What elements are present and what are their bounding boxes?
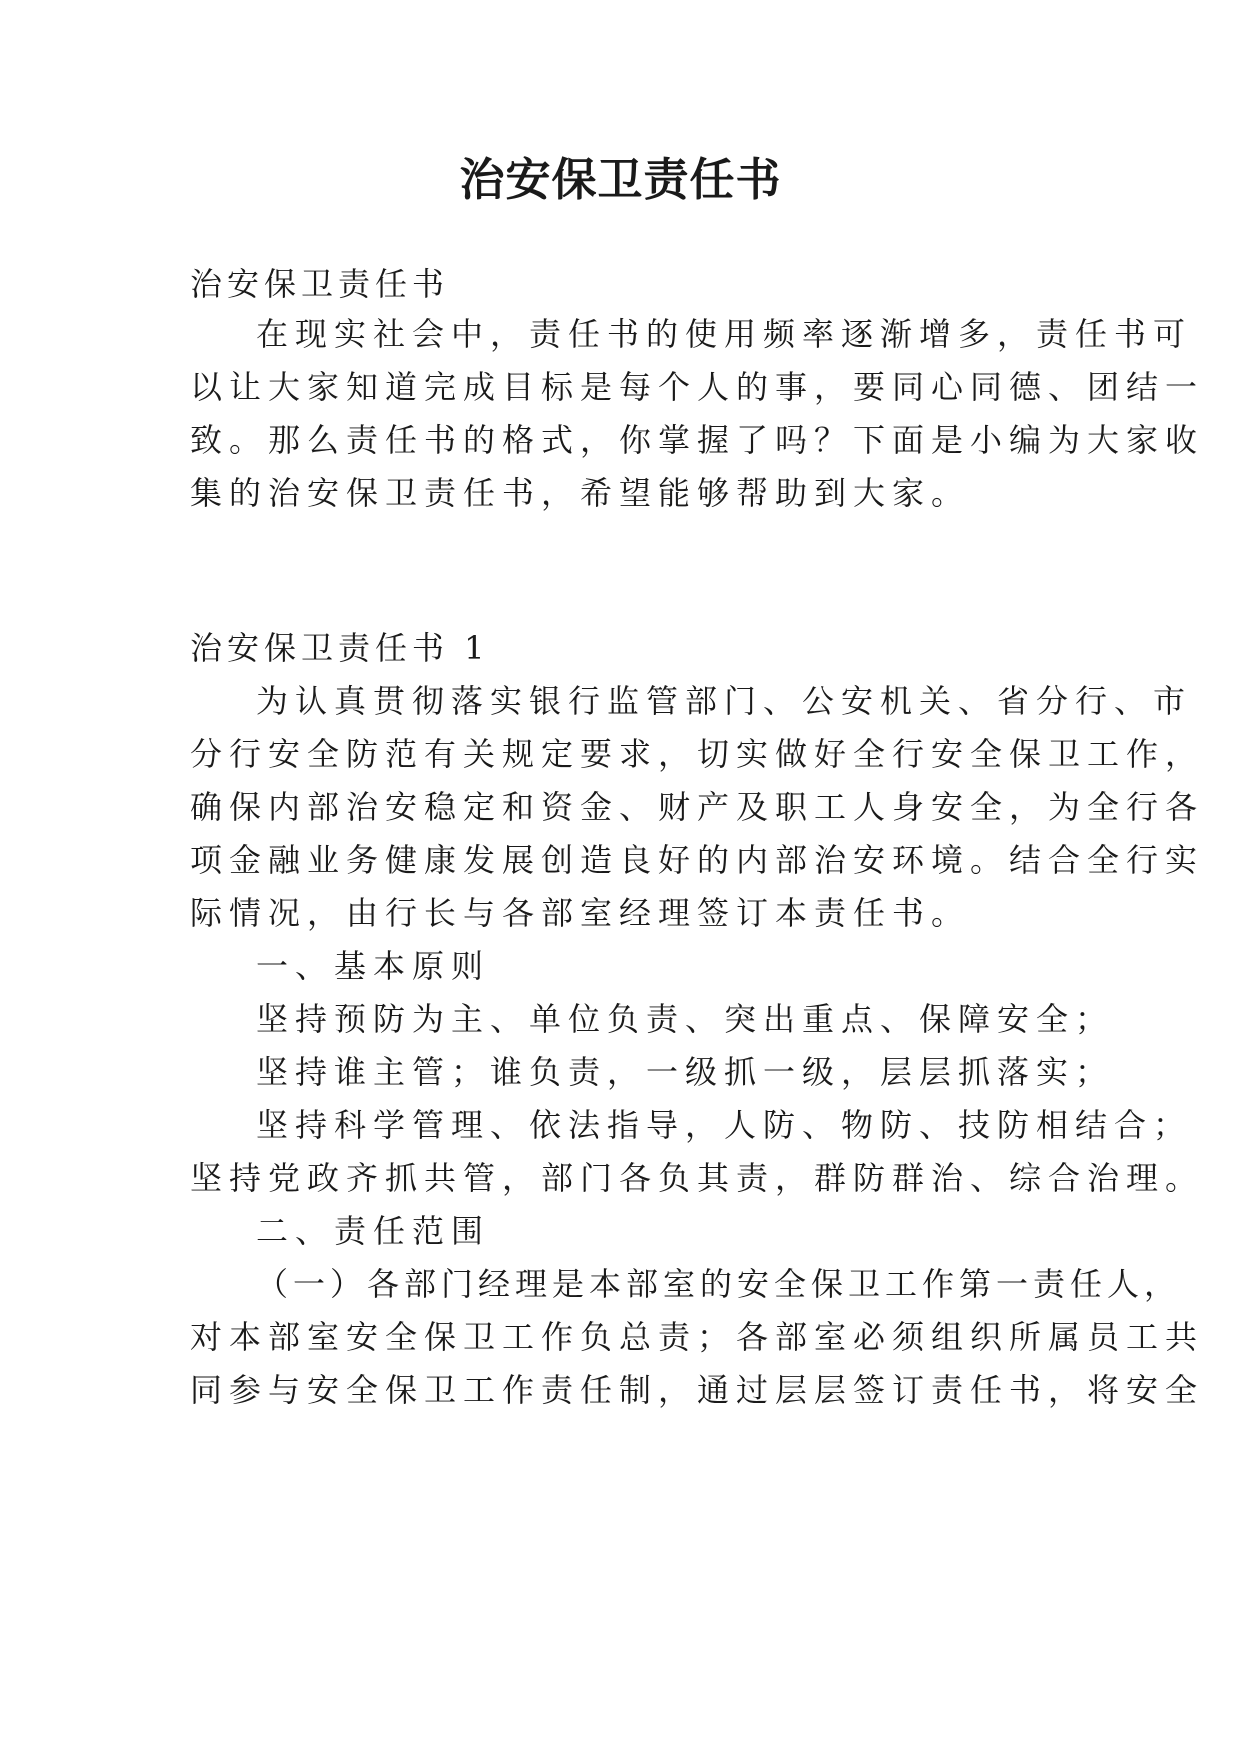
section-paragraph-line: 确保内部治安稳定和资金、财产及职工人身安全，为全行各	[190, 788, 1205, 826]
section-paragraph-line: 为认真贯彻落实银行监管部门、公安机关、省分行、市	[256, 682, 1193, 720]
intro-line: 在现实社会中，责任书的使用频率逐渐增多，责任书可	[256, 315, 1193, 353]
intro-line: 致。那么责任书的格式，你掌握了吗？下面是小编为大家收	[190, 421, 1205, 459]
subtitle: 治安保卫责任书	[190, 265, 450, 303]
section-paragraph-line: 际情况，由行长与各部室经理签订本责任书。	[190, 894, 971, 932]
scope-heading: 二、责任范围	[256, 1212, 491, 1250]
principle-item: 坚持党政齐抓共管，部门各负其责，群防群治、综合治理。	[190, 1159, 1205, 1197]
principles-heading: 一、基本原则	[256, 947, 491, 985]
scope-paragraph-line: 对本部室安全保卫工作负总责；各部室必须组织所属员工共	[190, 1318, 1205, 1356]
principle-item: 坚持科学管理、依法指导，人防、物防、技防相结合；	[256, 1106, 1193, 1144]
intro-line: 集的治安保卫责任书，希望能够帮助到大家。	[190, 474, 971, 512]
intro-line: 以让大家知道完成目标是每个人的事，要同心同德、团结一	[190, 368, 1205, 406]
principle-item: 坚持预防为主、单位负责、突出重点、保障安全；	[256, 1000, 1115, 1038]
document-title: 治安保卫责任书	[459, 153, 782, 206]
scope-paragraph-line: （一）各部门经理是本部室的安全保卫工作第一责任人，	[256, 1265, 1182, 1303]
principle-item: 坚持谁主管；谁负责，一级抓一级，层层抓落实；	[256, 1053, 1115, 1091]
section-heading: 治安保卫责任书 1	[190, 629, 490, 667]
section-paragraph-line: 项金融业务健康发展创造良好的内部治安环境。结合全行实	[190, 841, 1205, 879]
section-paragraph-line: 分行安全防范有关规定要求，切实做好全行安全保卫工作，	[190, 735, 1205, 773]
scope-paragraph-line: 同参与安全保卫工作责任制，通过层层签订责任书，将安全	[190, 1371, 1205, 1409]
